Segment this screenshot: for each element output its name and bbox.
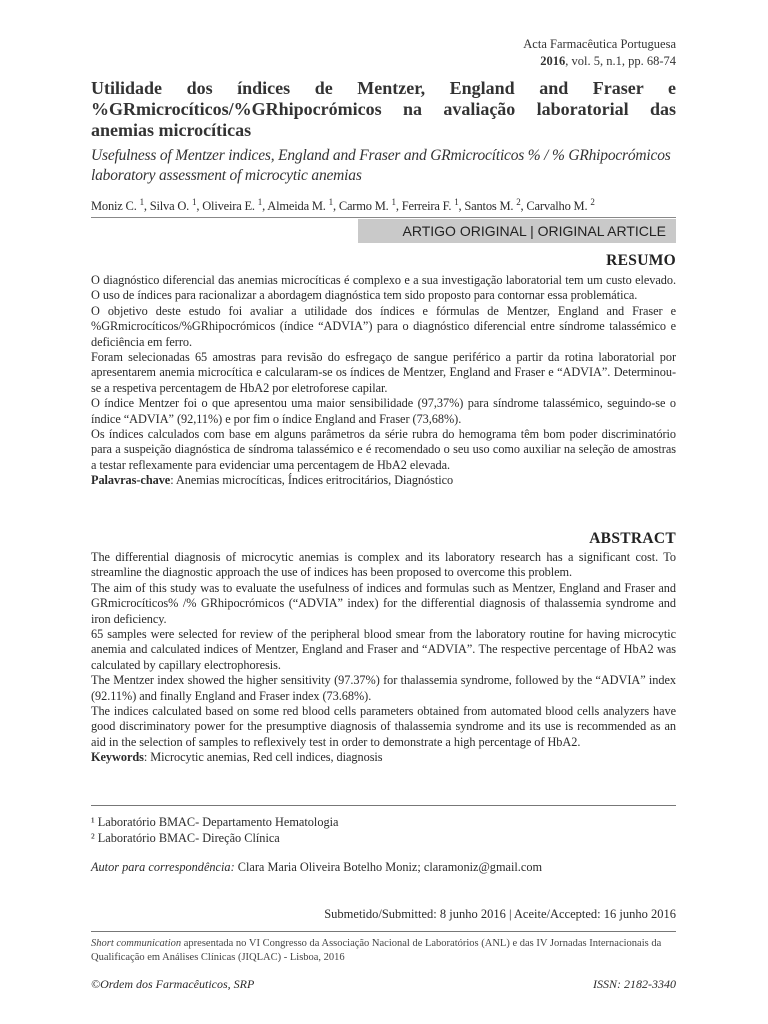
journal-year: 2016 bbox=[540, 54, 566, 68]
author-list bbox=[91, 197, 676, 214]
note-text: apresentada no VI Congresso da Associação Nacional de Laboratórios (ANL) e das IV Jornadas Internacionais da Qualificação em Análises Clínicas (JIQLAC) - Lisboa, 2016 bbox=[91, 938, 662, 963]
abstract-keywords bbox=[91, 750, 676, 765]
author: Carvalho M. $^2$ bbox=[526, 197, 595, 214]
article-type-banner: ARTIGO ORIGINAL | ORIGINAL ARTICLE bbox=[358, 219, 676, 243]
author: Santos M. $^2$, bbox=[464, 197, 527, 214]
keywords-label: Keywords bbox=[91, 750, 144, 765]
affiliations bbox=[91, 814, 339, 846]
resumo-body bbox=[91, 273, 676, 489]
copyright: ©Ordem dos Farmacêuticos, SRP bbox=[91, 977, 255, 991]
author: Oliveira E. $^1$, bbox=[202, 197, 268, 214]
divider bbox=[91, 931, 676, 932]
submission-dates: Submetido/Submitted: 8 junho 2016 | Aceite/Accepted: 16 junho 2016 bbox=[324, 907, 676, 921]
keywords-label: Palavras-chave bbox=[91, 473, 171, 488]
article-title: Utilidade dos índices de Mentzer, England and Fraser e %GRmicrocíticos/%GRhipocrómicos na avaliação laboratorial das anemias microcíticas bbox=[91, 78, 676, 140]
affiliation: ¹ Laboratório BMAC- Departamento Hematologia bbox=[91, 815, 339, 829]
resumo-paragraph: Os índices calculados com base em alguns parâmetros da série rubra do hemograma têm bom poder discriminatório para a suspeição diagnóstica de síndroma talassémico e é recomendado o seu uso como auxiliar na seleção de amostras a testar reflexamente para evidenciar uma percentagem de HbA2 elevada. bbox=[91, 427, 676, 472]
issn: ISSN: 2182-3340 bbox=[593, 977, 676, 991]
resumo-paragraph: O objetivo deste estudo foi avaliar a utilidade dos índices e fórmulas de Mentzer, England and Fraser e %GRmicrocíticos/%GRhipocrómicos (índice “ADVIA”) para o diagnóstico diferencial entre síndrome talassémico e deficiência em ferro. bbox=[91, 303, 676, 349]
journal-issue: , vol. 5, n.1, pp. 68-74 bbox=[565, 54, 676, 68]
resumo-heading: RESUMO bbox=[606, 252, 676, 269]
divider bbox=[91, 217, 676, 218]
author: Carmo M. $^1$, bbox=[338, 197, 402, 214]
abstract-paragraph: The aim of this study was to evaluate the usefulness of indices and formulas such as Mentzer, England and Fraser and GRmicrocíticos% /% GRhipocrómicos (“ADVIA” index) for the differential diagnosis of thalassemia syndrome and iron deficiency. bbox=[91, 580, 676, 626]
abstract-paragraph: The indices calculated based on some red blood cells parameters obtained from automated blood cells analyzers have good discriminatory power for the presumptive diagnosis of thalassemia syndrome and its use is recommended as an aid in the selection of samples to reflexively test in order to demonstrate a high percentage of HbA2. bbox=[91, 704, 676, 749]
author: Ferreira F. $^1$, bbox=[401, 197, 465, 214]
abstract-paragraph: The differential diagnosis of microcytic anemias is complex and its laboratory research has a significant cost. To streamline the diagnostic approach the use of indices has been proposed to overcome this problem. bbox=[91, 550, 676, 580]
correspondence bbox=[91, 860, 542, 875]
resumo-paragraph: O diagnóstico diferencial das anemias microcíticas é complexo e a sua investigação laboratorial tem um custo elevado. O uso de índices para racionalizar a abordagem diagnóstica tem sido proposto para contornar essa problemática. bbox=[91, 273, 676, 303]
journal-citation bbox=[523, 53, 676, 70]
communication-note bbox=[91, 937, 676, 964]
keywords-value: : Microcytic anemias, Red cell indices, diagnosis bbox=[143, 750, 383, 765]
author: Almeida M. $^1$, bbox=[267, 197, 339, 214]
abstract-heading: ABSTRACT bbox=[589, 530, 676, 547]
note-label: Short communication bbox=[91, 938, 182, 949]
keywords-value: : Anemias microcíticas, Índices eritrocitários, Diagnóstico bbox=[170, 473, 454, 488]
resumo-paragraph: Foram selecionadas 65 amostras para revisão do esfregaço de sangue periférico a partir da rotina laboratorial por apresentarem anemia microcítica e calcularam-se os índices de Mentzer, England and Fraser e “ADVIA”. Determinou-se a respetiva percentagem de HbA2 por eletroforese capilar. bbox=[91, 350, 676, 395]
author: Moniz C. $^1$, bbox=[91, 197, 150, 214]
resumo-keywords bbox=[91, 473, 676, 488]
resumo-paragraph: O índice Mentzer foi o que apresentou uma maior sensibilidade (97,37%) para síndrome talassémico, seguindo-se o índice “ADVIA” (92,11%) e por fim o índice England and Fraser (73,68%). bbox=[91, 396, 676, 426]
abstract-paragraph: The Mentzer index showed the higher sensitivity (97.37%) for thalassemia syndrome, followed by the “ADVIA” index (92.11%) and finally England and Fraser index (73.68%). bbox=[91, 673, 676, 703]
article-subtitle: Usefulness of Mentzer indices, England and Fraser and GRmicrocíticos % / % GRhipocrómicos laboratory assessment of microcytic anemias bbox=[91, 147, 671, 184]
affiliation: ² Laboratório BMAC- Direção Clínica bbox=[91, 831, 280, 845]
journal-header bbox=[523, 36, 676, 70]
correspondence-value: Clara Maria Oliveira Botelho Moniz; claramoniz@gmail.com bbox=[234, 860, 543, 874]
journal-name: Acta Farmacêutica Portuguesa bbox=[523, 37, 676, 51]
abstract-paragraph: 65 samples were selected for review of the peripheral blood smear from the laboratory routine for having microcytic anemia and calculated indices of Mentzer, England and Fraser and “ADVIA”. The respective percentage of HbA2 was calculated by capillary electrophoresis. bbox=[91, 627, 676, 672]
author: Silva O. $^1$, bbox=[149, 197, 203, 214]
divider bbox=[91, 805, 676, 806]
correspondence-label: Autor para correspondência: bbox=[91, 860, 235, 874]
abstract-body bbox=[91, 550, 676, 766]
